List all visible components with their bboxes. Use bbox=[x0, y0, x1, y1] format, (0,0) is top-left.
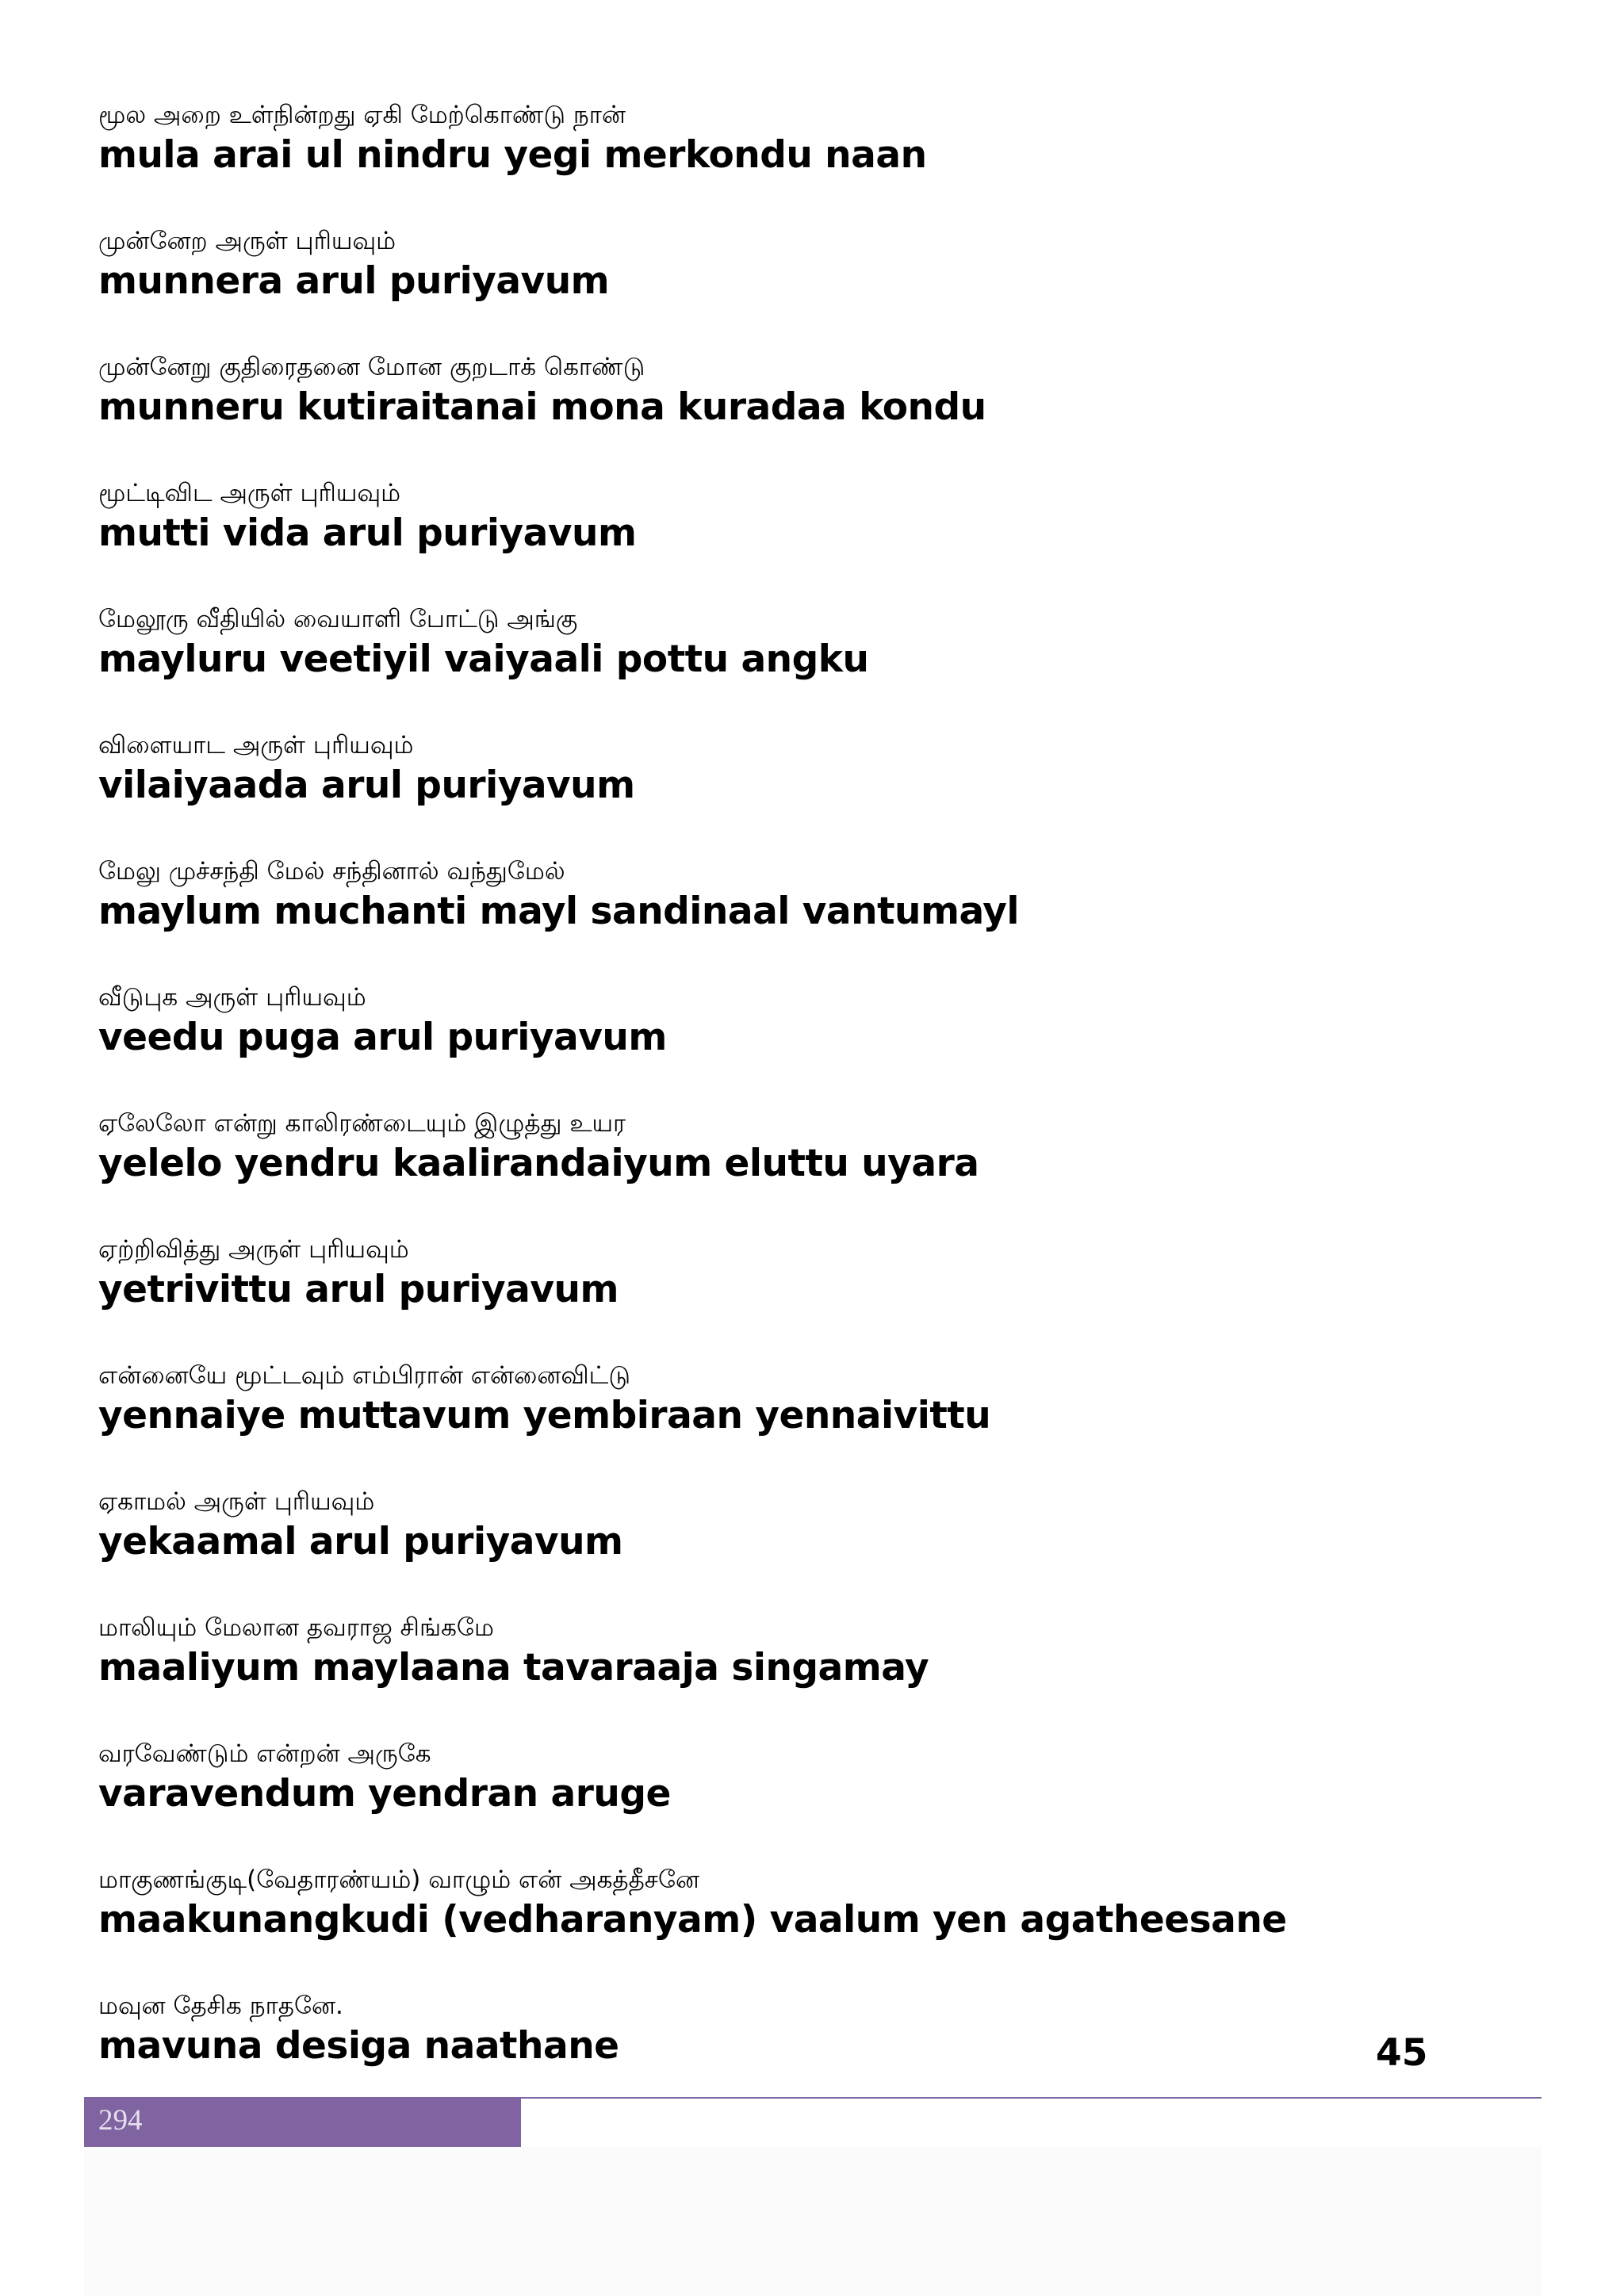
transliteration-line: yelelo yendru kaalirandaiyum eluttu uyara bbox=[98, 1142, 979, 1185]
verse-number: 45 bbox=[1376, 2031, 1428, 2075]
verse-couplet bbox=[98, 225, 1446, 351]
tamil-line: வரவேண்டும் என்றன் அருகே bbox=[98, 1739, 431, 1768]
transliteration-line: varavendum yendran aruge bbox=[98, 1772, 671, 1816]
verse-couplet bbox=[98, 1864, 1446, 1990]
transliteration-line: vilaiyaada arul puriyavum bbox=[98, 763, 635, 807]
transliteration-line: maylum muchanti mayl sandinaal vantumayl bbox=[98, 890, 1020, 933]
tamil-line: ஏற்றிவித்து அருள் புரியவும் bbox=[98, 1235, 409, 1264]
verse-couplet bbox=[98, 603, 1446, 729]
page-number: 294 bbox=[98, 2104, 143, 2137]
transliteration-line: yekaamal arul puriyavum bbox=[98, 1520, 623, 1563]
tamil-line: மாகுணங்குடி(வேதாரண்யம்) வாழும் என் அகத்தீசனே bbox=[98, 1866, 700, 1894]
tamil-line: மூல அறை உள்நின்றது ஏகி மேற்கொண்டு நான் bbox=[98, 101, 626, 129]
transliteration-line: munneru kutiraitanai mona kuradaa kondu bbox=[98, 385, 986, 429]
verse-couplet bbox=[98, 99, 1446, 225]
tamil-line: விளையாட அருள் புரியவும் bbox=[98, 731, 414, 760]
verse-couplet bbox=[98, 477, 1446, 603]
verse-couplet bbox=[98, 982, 1446, 1108]
transliteration-line: mayluru veetiyil vaiyaali pottu angku bbox=[98, 637, 869, 681]
page-number-tab bbox=[84, 2097, 521, 2147]
tamil-line: ஏலேலோ என்று காலிரண்டையும் இழுத்து உயர bbox=[98, 1109, 626, 1138]
tamil-line: மேலு முச்சந்தி மேல் சந்தினால் வந்துமேல் bbox=[98, 857, 565, 886]
transliteration-line: maakunangkudi (vedharanyam) vaalum yen agatheesane bbox=[98, 1898, 1287, 1942]
tamil-line: மேலூரு வீதியில் வையாளி போட்டு அங்கு bbox=[98, 605, 578, 633]
verse-couplet bbox=[98, 1486, 1446, 1612]
tamil-line: முன்னேறு குதிரைதனை மோன குறடாக் கொண்டு bbox=[98, 353, 645, 381]
transliteration-line: mula arai ul nindru yegi merkondu naan bbox=[98, 133, 927, 177]
verse-couplet bbox=[98, 1360, 1446, 1486]
transliteration-line: yetrivittu arul puriyavum bbox=[98, 1268, 619, 1311]
verse-couplet bbox=[98, 729, 1446, 855]
verse-couplet bbox=[98, 1108, 1446, 1234]
tamil-line: மாலியும் மேலான தவராஜ சிங்கமே bbox=[98, 1613, 494, 1642]
transliteration-line: mavuna desiga naathane bbox=[98, 2024, 619, 2068]
tamil-line: முன்னேற அருள் புரியவும் bbox=[98, 227, 396, 255]
tamil-line: மவுன தேசிக நாதனே. bbox=[98, 1992, 343, 2020]
verse-list bbox=[98, 99, 1446, 2116]
transliteration-line: mutti vida arul puriyavum bbox=[98, 511, 637, 555]
transliteration-line: yennaiye muttavum yembiraan yennaivittu bbox=[98, 1394, 991, 1437]
transliteration-line: munnera arul puriyavum bbox=[98, 259, 610, 303]
verse-couplet bbox=[98, 1738, 1446, 1864]
tamil-line: ஏகாமல் அருள் புரியவும் bbox=[98, 1487, 375, 1516]
verse-couplet bbox=[98, 1612, 1446, 1738]
verse-couplet bbox=[98, 855, 1446, 982]
page-bottom-band bbox=[84, 2147, 1542, 2296]
verse-couplet bbox=[98, 1234, 1446, 1360]
tamil-line: என்னையே மூட்டவும் எம்பிரான் என்னைவிட்டு bbox=[98, 1361, 631, 1390]
transliteration-line: veedu puga arul puriyavum bbox=[98, 1016, 667, 1059]
transliteration-line: maaliyum maylaana tavaraaja singamay bbox=[98, 1646, 929, 1689]
tamil-line: வீடுபுக அருள் புரியவும் bbox=[98, 983, 366, 1012]
tamil-line: மூட்டிவிட அருள் புரியவும் bbox=[98, 479, 401, 507]
verse-couplet bbox=[98, 351, 1446, 477]
